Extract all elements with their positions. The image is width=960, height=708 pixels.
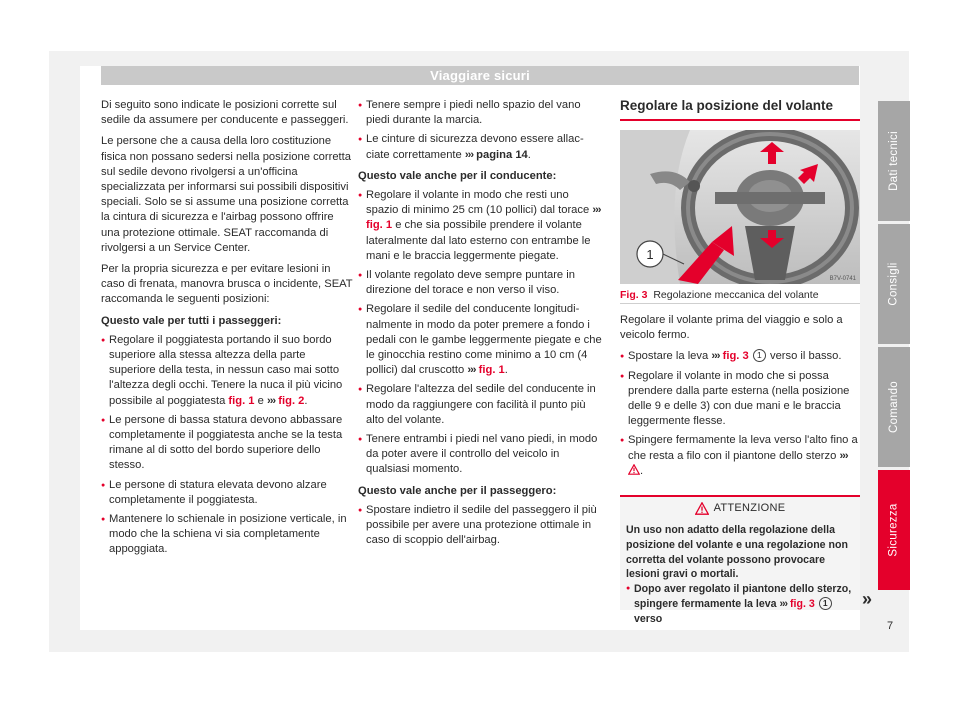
page-number: 7 (887, 620, 894, 632)
bullet-item: ● Spostare indietro il sedile del passeggero il più possibile per avere una protezione ottimale in caso di scoppio dell'airbag. (358, 503, 602, 549)
tab-dati-tecnici[interactable]: Dati tecnici (878, 101, 910, 221)
tab-consigli[interactable]: Consigli (878, 224, 910, 344)
tab-sicurezza[interactable]: Sicurezza (878, 470, 910, 590)
figure-label: Fig. 3 (620, 289, 648, 301)
xref-arrows: ››› (592, 204, 601, 217)
bullet-item: ● Regolare il volante in modo che resti uno spazio di minimo 25 cm (10 pollici) dal torace ››› fig. 1 e che sia possibile prendere il volante lateralmente dal lato esterno con entrambe le mani e le braccia leggermente piegate. (358, 188, 602, 264)
bullet-item: ● Spingere fermamente la leva verso l'alto fino a che resta a filo con il piantone dello sterzo ››› . (620, 433, 860, 479)
caption-rule (620, 303, 860, 304)
warning-text: Un uso non adatto della regolazione della posizione del volante e una regolazione non corretta del volante possono provocare lesioni gravi o mortali. (626, 524, 848, 581)
bullet-item: ● Tenere entrambi i piedi nel vano piedi, in modo da poter avere il controllo del veicolo in qualsiasi momento. (358, 432, 602, 478)
bullet-item: ● Regolare il volante in modo che si possa prendere dalla parte esterna (nella posizione delle 9 e delle 3) con due mani e le braccia leggermente flesse. (620, 369, 860, 430)
column-3 (620, 313, 860, 483)
warning-title: ATTENZIONE (713, 502, 786, 514)
xref-link[interactable]: fig. 1 (228, 394, 255, 407)
column-1 (101, 98, 353, 562)
bullet-item: ● Il volante regolato deve sempre puntare in direzione del torace e non verso il viso. (358, 268, 602, 298)
figure-caption: Fig. 3 Regolazione meccanica del volante (620, 289, 819, 301)
paragraph: Le persone che a causa della loro costituzione fisica non possano sedersi nella posizione corretta sul sedile devono rivolgersi a un'officina specializzata per informarsi sui possibili dispositivi speciali. Solo se si assume una posizione corretta la cintura di sicurezza e l'airbag possono offrire una protezione ottimale. SEAT raccomanda di rivolgersi a un Service Center. (101, 135, 351, 254)
bullet-item: ● Mantenere lo schienale in posizione verticale, in modo che la schiena vi sia completamente appoggiata. (101, 512, 353, 558)
paragraph: Per la propria sicurezza e per evitare lesioni in caso di frenata, manovra brusca o incidente, SEAT raccomanda le seguenti posizioni: (101, 263, 353, 306)
figure-code: B7V-0741 (829, 276, 856, 282)
figure-callout: 1 (646, 247, 654, 262)
warning-box (620, 495, 860, 625)
xref-link[interactable]: fig. 1 (366, 219, 393, 232)
continue-arrow: » (862, 589, 873, 609)
xref-link[interactable]: fig. 2 (278, 394, 305, 407)
subheading: Questo vale per tutti i passeggeri: (101, 314, 282, 327)
paragraph: Regolare il volante prima del viaggio e solo a veicolo fermo. (620, 314, 843, 342)
warning-triangle-icon (695, 502, 709, 515)
bullet-item: ● Regolare l'altezza del sedile del conducente in modo da raggiungere con facilità il punto più alto del volante. (358, 382, 602, 428)
steering-wheel-illustration (620, 130, 860, 284)
bullet-item: ● Tenere sempre i piedi nello spazio del vano piedi durante la marcia. (358, 98, 602, 128)
paragraph: Di seguito sono indicate le posizioni corrette sul sedile da assumere per conducente e passeggeri. (101, 99, 349, 127)
callout-number: 1 (753, 349, 766, 362)
column-2 (358, 98, 602, 552)
warning-bullet: ● Dopo aver regolato il piantone dello sterzo, spingere fermamente la leva ››› fig. 3 1 verso (626, 582, 854, 626)
warning-triangle-icon (628, 464, 640, 475)
section-rule (620, 119, 860, 121)
section-title: Regolare la posizione del volante (620, 98, 834, 113)
subheading: Questo vale anche per il passeggero: (358, 484, 557, 497)
bullet-item: ● Le persone di statura elevata devono alzare completamente il poggiatesta. (101, 478, 353, 508)
xref-arrows: ››› (711, 350, 720, 363)
xref-link[interactable]: fig. 3 (722, 350, 749, 363)
xref-arrows: ››› (266, 394, 276, 407)
xref-arrows: ››› (467, 364, 476, 377)
xref-arrows: ››› (464, 148, 474, 161)
xref-link[interactable]: fig. 3 (790, 597, 815, 610)
steering-wheel-figure (620, 130, 860, 284)
bullet-item: ● Regolare il poggiatesta portando il suo bordo superiore alla stessa altezza della parte superiore della testa, in nessun caso mai sotto l'altezza degli occhi. Tenere la nuca il più vicino possibile al poggiatesta fig. 1 e ››› fig. 2. (101, 333, 353, 409)
subheading: Questo vale anche per il conducente: (358, 169, 557, 182)
xref-arrows: ››› (839, 449, 848, 462)
bullet-item: ● Le persone di bassa statura devono abbassare completamente il poggiatesta anche se la testa rimane al di sotto del bordo superiore dello stesso. (101, 413, 353, 474)
xref-arrows: ››› (779, 597, 788, 610)
warning-header (620, 497, 860, 519)
page-header: Viaggiare sicuri (101, 66, 859, 85)
warning-body (620, 519, 860, 627)
bullet-item: ● Spostare la leva ››› fig. 3 1 verso il basso. (620, 349, 860, 364)
callout-number: 1 (819, 597, 832, 610)
tab-comando[interactable]: Comando (878, 347, 910, 467)
bullet-item: ● Regolare il sedile del conducente longitudinalmente in modo da poter premere a fondo i pedali con le gambe leggermente piegate e che le ginocchia restino come minimo a 10 cm (4 pollici) dal cruscotto ››› fig. 1. (358, 302, 602, 378)
page-link[interactable]: pagina 14 (476, 148, 528, 161)
bullet-item: ● Le cinture di sicurezza devono essere allacciate correttamente ››› pagina 14. (358, 132, 602, 162)
xref-link[interactable]: fig. 1 (478, 364, 505, 377)
